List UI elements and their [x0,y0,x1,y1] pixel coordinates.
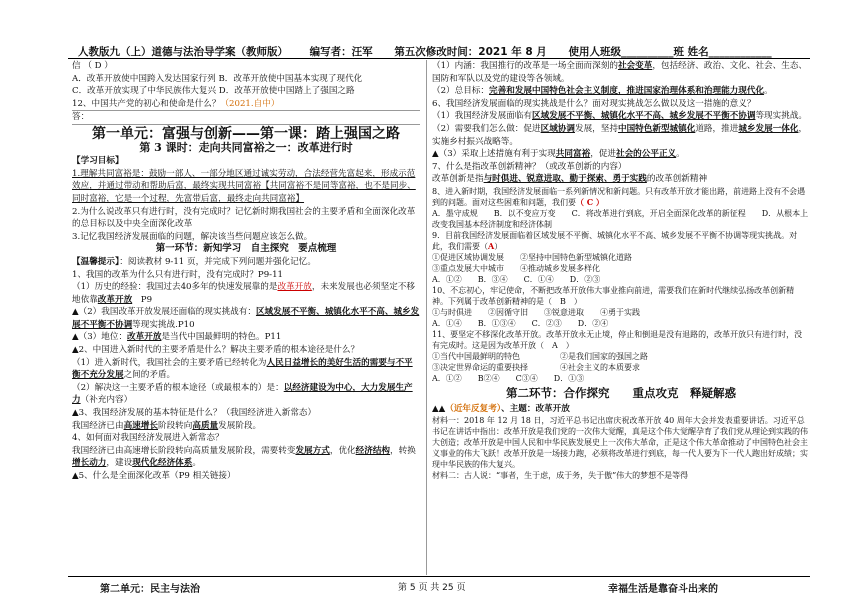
tip: 【温馨提示】：阅读教材 9-11 页，并完成下列问题并强化记忆。 [72,256,316,267]
question-5: ▲5、什么是全面深化改革（P9 相关链接） [72,471,236,481]
option-line: C．改革开放实现了中华民族伟大复兴 D．改革开放使中国踏上了强国之路 [72,86,355,97]
question-9: 9．目前我国经济发展面临着区域发展不平衡、城镇化水平不高、城乡发展不平衡不协调等现实挑战。对此，我们需要（A） [432,230,798,251]
lesson-title: 第 3 课时：走向共同富裕之一：改革进行时 [139,140,353,154]
doc-title: 人教版九（上）道德与法治导学案（教师版） [78,46,288,58]
question-12: 12、中国共产党的初心和使命是什么？（2021.自中） [72,98,280,109]
q10-options: A．①④ B．①③④ C．②③ D．②④ [432,318,609,328]
footer-right: 幸福生活是靠奋斗出来的 [608,584,718,595]
q6-3: ▲（3）采取上述措施有利于实现共同富裕，促进社会的公平正义。 [432,149,685,160]
question-8: 8、进入新时期，我国经济发展面临一系列新情况和新问题。只有改革开放才能出路，前进路上没有不会遇到的问题。面对这些困难和问题，我们要（ C ） [432,186,806,207]
section-2-title: 第二环节：合作探究 重点攻克 释疑解惑 [506,385,736,400]
goals-heading: 【学习目标】 [72,156,124,167]
section-1-title: 第一环节：新知学习 自主探究 要点梳理 [155,243,337,255]
q2-b: （2）解决这一主要矛盾的根本途径（或最根本的）是：以经济建设为中心，大力发展生产力（补充内容） [72,382,413,406]
q1-a: （1）历史的经验：我国过去40多年的快速发展靠的是改革开放，未来发展也必须坚定不移地依靠改革开放 P9 [72,282,415,305]
question-2: ▲2、中国进入新时代的主要矛盾是什么？解决主要矛盾的根本途径是什么？ [72,345,360,356]
unit-title: 第一单元：富强与创新——第一课：踏上强国之路 [92,125,400,142]
answer-line: 信 （ D ） [72,61,113,71]
q2-a: （1）进入新时代，我国社会的主要矛盾已经转化为人民日益增长的美好生活的需要与不平衡不充分发展之间的矛盾。 [72,357,413,381]
q10-items: ①与时俱进 ②因循守旧 ③锐意进取 ④勇于实践 [432,307,640,317]
goal-1: 1.理解共同富裕是：鼓励一部人、一部分地区通过诚实劳动，合法经营先富起来，形成示范效应，并通过带动和帮助后富，最终实现共同富裕【共同富裕不是同等富裕，也不是同步、同时富裕，它是一个过程，先富带后富，最终走向共同富裕】 [72,168,416,204]
q11-items: ①当代中国最鲜明的特色 ②是我们国家的强国之路 [432,351,648,361]
header-rule [68,58,810,59]
q6-1: （1）我国经济发展面临有区域发展不平衡、城镇化水平不高、城乡发展不平衡不协调等现实挑战。 [432,111,808,122]
question-7: 7、什么是指改革创新精神？（或改革创新的内容） [432,161,627,172]
question-4: 4、如何面对我国经济发展进入新常态？ [72,433,224,444]
answer-label: 答： [72,110,420,125]
revision-date: 第五次修改时间：2021 年 8 月 [394,46,547,58]
goal-2: 2.为什么说改革只有进行时，没有完成时？记忆新时期我国社会的主要矛盾和全面深化改革的总目标以及中央全面深化改革 [72,206,416,230]
q9-items: ③重点发展大中城市 ④推动城乡发展多样化 [432,263,600,273]
right-column [432,60,810,481]
topic-line: ▲▲（近年反复考）、主题：改革开放 [432,403,570,414]
footer-left: 第二单元：民主与法治 [100,584,200,595]
q3-a: 我国经济已由高速增长阶段转向高质量发展阶段。 [72,420,262,431]
option-line: A．改革开放使中国跨入发达国家行列 B．改革开放使中国基本实现了现代化 [72,73,363,84]
material-1: 材料一：2018 年 12 月 18 日，习近平总书记出席庆祝改革开放 40 周年大会并发表重要讲话。习近平总书记在讲话中指出：改革开放是我们党的一次伟大觉醒，真是这个伟大觉醒孕育了我们党从理论到实践的伟大创造；改革开放是中国人民和中华民族发展史上一次伟大革命，正是这个伟大革命推动了中国特色社会主义事业的伟大飞跃！改革开放是一场接力跑，必须将改革进行到底，每一代人要为下一代人跑出好成绩；实现中华民族的伟大复兴。 [432,416,808,470]
footer-rule [68,576,810,577]
q9-items: ①促进区域协调发展 ②坚持中国特色新型城镇化道路 [432,252,632,262]
question-6: 6、我国经济发展面临的现实挑战是什么？面对现实挑战怎么做以及这一措施的意义？ [432,98,756,109]
editor: 编写者：汪军 [309,46,373,58]
q1-c: ▲（3）地位：改革开放是当代中国最鲜明的特色。P11 [72,332,282,343]
goal-3: 3.记忆我国经济发展面临的问题，解决该当些问题应该怎么做。 [72,231,313,242]
q9-options: A．①② B．③④ C．①④ D．②③ [432,274,601,284]
q1-b: ▲（2）我国改革开放发展还面临的现实挑战有：区域发展不平衡、城镇化水平不高、城乡发展不平衡不协调等现实挑战.P10 [72,307,420,330]
r-goal: （2）总目标：完善和发展中国特色社会主义制度，推进国家治理体系和治理能力现代化。 [432,86,773,97]
q6-2: （2）需要我们怎么做：促进区域协调发展，坚持中国特色新型城镇化道路，推进城乡发展一体化，实施乡村振兴战略等。 [432,123,808,147]
q11-options: A．①② B②④ C③④ D．①③ [432,373,585,383]
left-column [72,60,420,483]
question-10: 10、不忘初心，牢记使命，不断把改革开放伟大事业推向前进，需要我们在新时代继续弘扬改革创新精神。下列属于改革创新精神的是（ B ） [432,285,795,306]
question-3: ▲3、我国经济发展的基本特征是什么？（我国经济进入新常态） [72,408,317,419]
material-2: 材料二：古人说：“事者，生于虑，成于务，失于傲”伟大的梦想不是等得 [432,471,689,481]
column-divider [426,60,427,575]
r-inner: （1）内涵：我国推行的改革是一场全面而深刻的社会变革，包括经济、政治、文化、社会、生态、国防和军队以及党的建设等各领域。 [432,61,808,84]
question-1: 1、我国的改革为什么只有进行时，没有完成时？P9-11 [72,269,284,280]
q7-answer: 改革创新是指与时俱进、锐意进取、勤于探索、勇于实践的改革创新精神 [432,174,708,185]
q4-a: 我国经济已由高速增长阶段转向高质量发展阶段，需要转变发展方式，优化经济结构，转换增长动力，建设现代化经济体系。 [72,445,416,469]
user-class: 使用人班级__________班 姓名____________ [568,46,772,58]
page-header [78,44,778,59]
page-number: 第 5 页 共 25 页 [398,583,466,593]
question-11: 11、要坚定不移深化改革开放。改革开放永无止境，停止和倒退是没有退路的，改革开放只有进行时，没有完成时。这是因为改革开放（ A ） [432,329,803,350]
q11-items: ③决定世界命运的重要抉择 ④社会主义的本质要求 [432,362,640,372]
q8-options: A．墨守成规 B．以不变应万变 C．将改革进行到底，开启全面深化改革的新征程 D．从根本上改变我国基本经济制度和经济体制 [432,208,809,229]
